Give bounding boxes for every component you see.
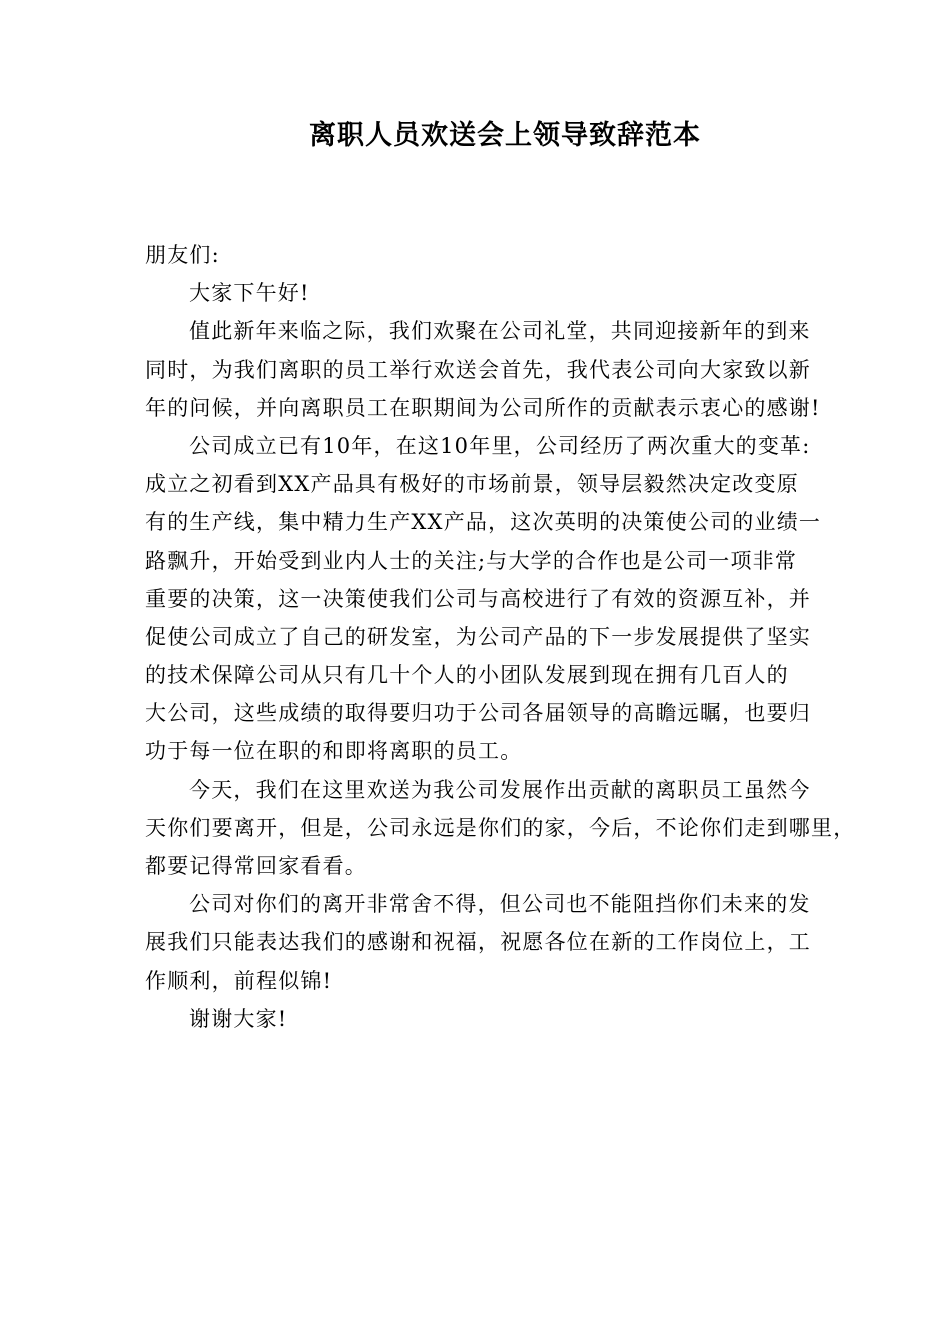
paragraph-2-line-7: 的技术保障公司从只有几十个人的小团队发展到现在拥有几百人的 <box>145 663 789 688</box>
paragraph-2-line-3: 有的生产线，集中精力生产XX产品，这次英明的决策使公司的业绩一 <box>145 510 822 535</box>
paragraph-4-line-2: 展我们只能表达我们的感谢和祝福，祝愿各位在新的工作岗位上，工 <box>145 930 811 955</box>
salutation: 朋友们: <box>145 243 220 267</box>
greeting-line: 大家下午好! <box>189 281 310 306</box>
paragraph-4-line-1: 公司对你们的离开非常舍不得，但公司也不能阻挡你们未来的发 <box>189 892 811 917</box>
paragraph-3-line-3: 都要记得常回家看看。 <box>145 854 367 878</box>
paragraph-2-line-4: 路飘升，开始受到业内人士的关注;与大学的合作也是公司一项非常 <box>145 548 798 573</box>
paragraph-1-line-3: 年的问候，并向离职员工在职期间为公司所作的贡献表示衷心的感谢! <box>145 395 821 420</box>
paragraph-4-line-3: 作顺利，前程似锦! <box>145 968 333 993</box>
paragraph-1-line-2: 同时，为我们离职的员工举行欢送会首先，我代表公司向大家致以新 <box>145 357 811 382</box>
document-body <box>145 236 856 1038</box>
paragraph-2-line-9: 功于每一位在职的和即将离职的员工。 <box>145 739 523 764</box>
paragraph-2-line-8: 大公司，这些成绩的取得要归功于公司各届领导的高瞻远瞩，也要归 <box>145 701 811 726</box>
closing-line: 谢谢大家! <box>189 1006 288 1031</box>
paragraph-3-line-2: 天你们要离开，但是，公司永远是你们的家，今后，不论你们走到哪里， <box>145 815 856 840</box>
paragraph-3-line-1: 今天，我们在这里欢送为我公司发展作出贡献的离职员工虽然今 <box>189 777 811 802</box>
document-title: 离职人员欢送会上领导致辞范本 <box>309 120 701 151</box>
paragraph-1-line-1: 值此新年来临之际，我们欢聚在公司礼堂，共同迎接新年的到来 <box>189 319 811 344</box>
paragraph-2-line-1: 公司成立已有10年，在这10年里，公司经历了两次重大的变革: <box>189 433 811 458</box>
paragraph-2-line-6: 促使公司成立了自己的研发室，为公司产品的下一步发展提供了坚实 <box>145 624 811 649</box>
paragraph-2-line-2: 成立之初看到XX产品具有极好的市场前景，领导层毅然决定改变原 <box>145 472 799 497</box>
paragraph-2-line-5: 重要的决策，这一决策使我们公司与高校进行了有效的资源互补，并 <box>145 586 811 611</box>
